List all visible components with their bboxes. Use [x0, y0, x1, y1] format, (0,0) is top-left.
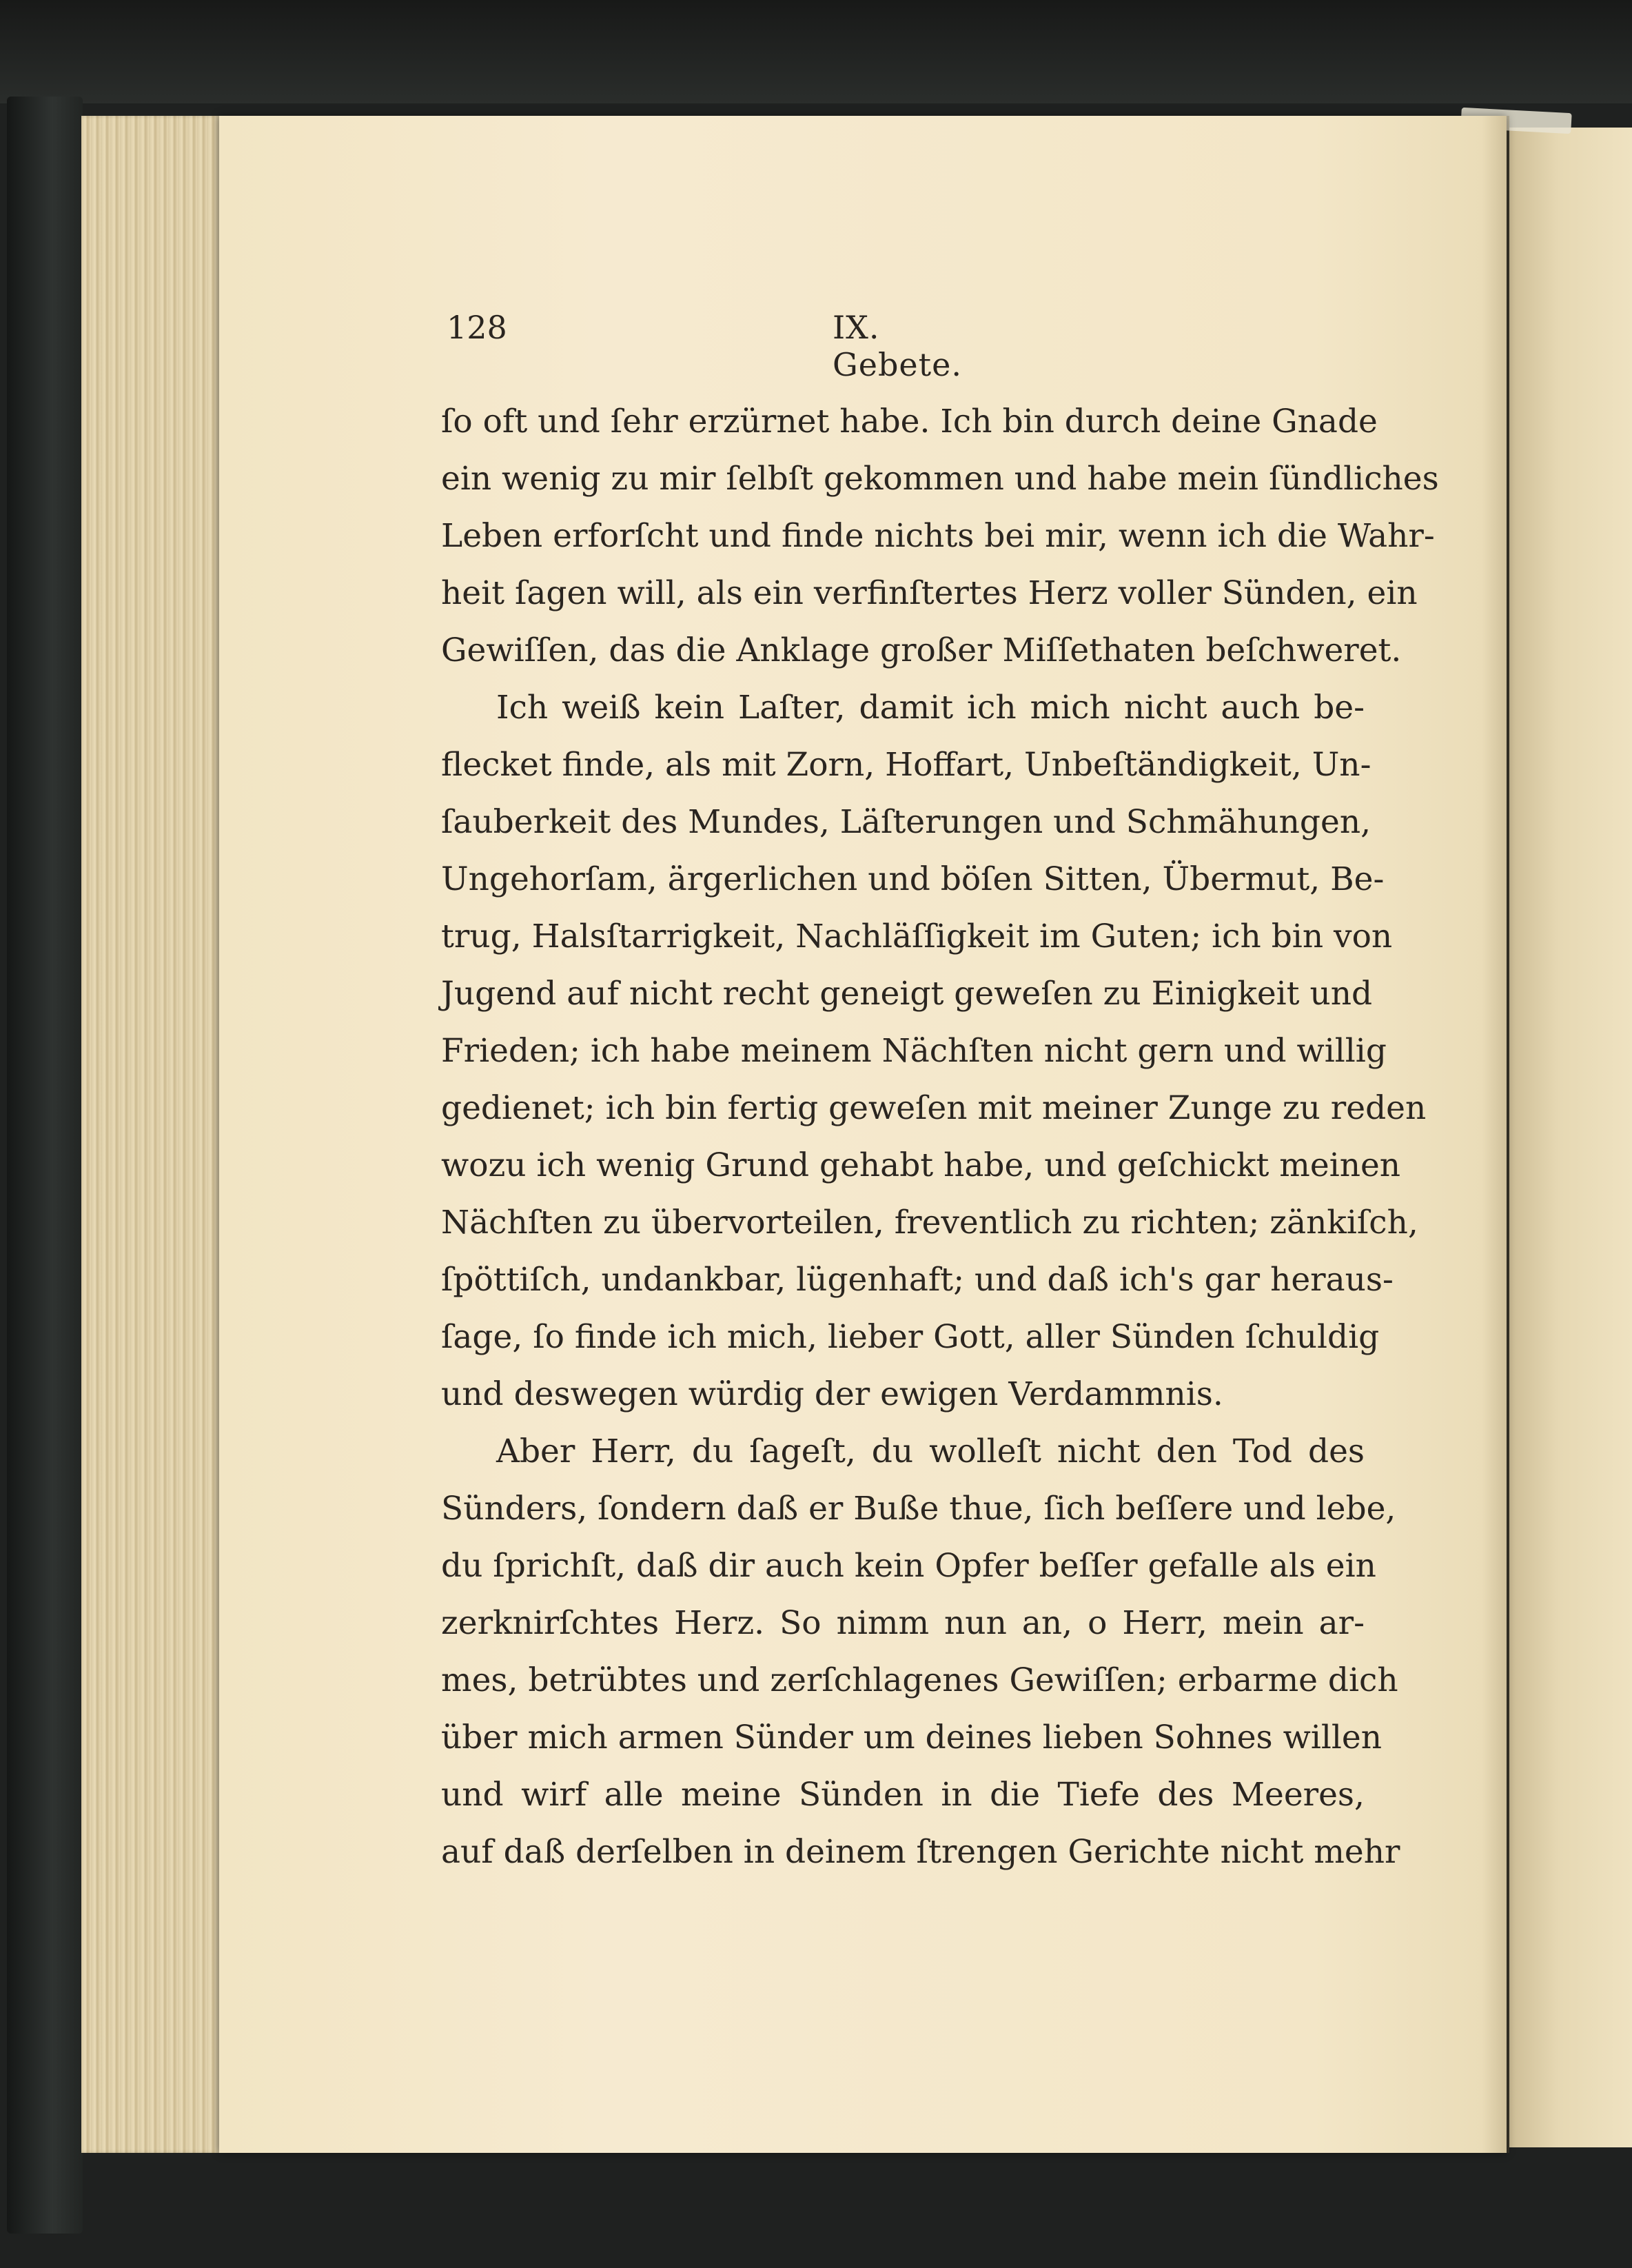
book-cover-spine — [7, 97, 83, 2234]
facing-page-edge — [1509, 128, 1632, 2147]
text-line: Frieden; ich habe meinem Nächſten nicht gern und willig — [441, 1032, 1387, 1070]
page-edges — [81, 116, 219, 2153]
chapter-title: IX. Gebete. — [833, 309, 962, 383]
text-line: ſpöttiſch, undankbar, lügenhaft; und daß ich's gar heraus- — [441, 1261, 1394, 1299]
book-cover-top — [0, 0, 1632, 103]
page-number: 128 — [447, 309, 507, 346]
text-line: du ſprichſt, daß dir auch kein Opfer beſſer gefalle als ein — [441, 1547, 1376, 1585]
text-line: heit ſagen will, als ein verfinſtertes Herz voller Sünden, ein — [441, 574, 1418, 612]
text-line: Leben erforſcht und finde nichts bei mir, wenn ich die Wahr- — [441, 517, 1435, 555]
text-line: ſauberkeit des Mundes, Läſterungen und Schmähungen, — [441, 803, 1371, 841]
text-line: auf daß derſelben in deinem ſtrengen Gerichte nicht mehr — [441, 1833, 1400, 1871]
text-line: Ungehorſam, ärgerlichen und böſen Sitten, Übermut, Be- — [441, 860, 1385, 898]
text-line: über mich armen Sünder um deines lieben Sohnes willen — [441, 1719, 1382, 1756]
text-line: wozu ich wenig Grund gehabt habe, und geſchickt meinen — [441, 1146, 1401, 1184]
text-line: Nächſten zu übervorteilen, freventlich zu richten; zänkiſch, — [441, 1204, 1418, 1242]
text-line: Ich weiß kein Laſter, damit ich mich nicht auch be- — [496, 689, 1365, 727]
text-line: und deswegen würdig der ewigen Verdammnis. — [441, 1375, 1223, 1413]
text-line: Sünders, ſondern daß er Buße thue, ſich beſſere und lebe, — [441, 1490, 1396, 1528]
text-line: gedienet; ich bin fertig geweſen mit meiner Zunge zu reden — [441, 1089, 1427, 1127]
text-line: Aber Herr, du ſageſt, du wolleſt nicht den Tod des — [496, 1432, 1365, 1470]
text-line: Gewiſſen, das die Anklage großer Miſſethaten beſchweret. — [441, 631, 1402, 669]
running-head — [447, 309, 1012, 383]
text-line: Jugend auf nicht recht geneigt geweſen zu Einigkeit und — [441, 975, 1373, 1013]
text-line: ein wenig zu mir ſelbſt gekommen und habe mein ſündliches — [441, 460, 1439, 498]
page-gutter-shadow — [1482, 116, 1509, 2153]
page-body-text — [441, 393, 1439, 1881]
text-line: und wirf alle meine Sünden in die Tiefe des Meeres, — [441, 1776, 1365, 1814]
text-line: flecket finde, als mit Zorn, Hoffart, Unbeſtändigkeit, Un- — [441, 746, 1371, 784]
text-line: ſo oft und ſehr erzürnet habe. Ich bin durch deine Gnade — [441, 403, 1378, 441]
text-line: trug, Halsſtarrigkeit, Nachläſſigkeit im Guten; ich bin von — [441, 918, 1393, 955]
text-line: mes, betrübtes und zerſchlagenes Gewiſſen; erbarme dich — [441, 1661, 1398, 1699]
text-line: zerknirſchtes Herz. So nimm nun an, o Herr, mein ar- — [441, 1604, 1365, 1642]
text-line: ſage, ſo finde ich mich, lieber Gott, aller Sünden ſchuldig — [441, 1318, 1380, 1356]
